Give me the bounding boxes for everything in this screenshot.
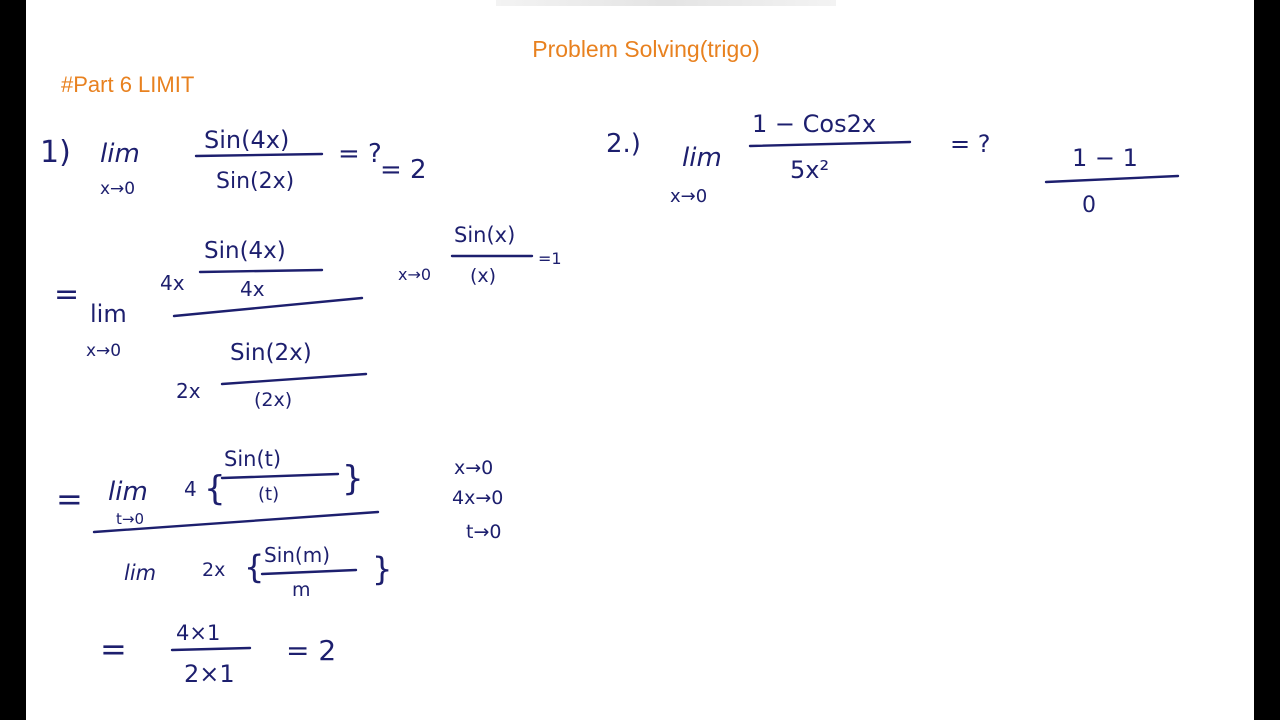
step1-bot-bar xyxy=(222,374,366,384)
step2-bot-coef: 2x xyxy=(202,559,226,581)
note-den: (x) xyxy=(470,265,497,287)
problem1-approach: x→0 xyxy=(100,179,136,199)
subs-line2: 4x→0 xyxy=(452,487,504,509)
problem1-answer-aside: = 2 xyxy=(380,155,427,185)
step1-bot-coef: 2x xyxy=(176,379,201,403)
problem2-approach: x→0 xyxy=(670,186,708,207)
step1-bot-den: (2x) xyxy=(254,389,293,411)
problem2-equals-q: = ? xyxy=(950,130,991,158)
problem2-denominator: 5x² xyxy=(790,156,830,184)
step2-brace-open: { xyxy=(204,469,226,509)
step2-bot-num: Sin(m) xyxy=(264,543,331,567)
slide-title: Problem Solving(trigo) xyxy=(532,36,760,62)
problem1-equals-q: = ? xyxy=(338,139,382,169)
note-eq: =1 xyxy=(538,249,562,268)
step3-den: 2×1 xyxy=(184,660,235,688)
problem1-lim: lim xyxy=(100,139,140,169)
step2-num: Sin(t) xyxy=(224,447,282,471)
step2-approach: t→0 xyxy=(116,510,144,528)
step2-lim: lim xyxy=(108,477,148,507)
step1-top-coef: 4x xyxy=(160,271,185,295)
problem2-side-num: 1 − 1 xyxy=(1072,144,1138,172)
step2-equals: = xyxy=(56,480,83,518)
step1-main-bar xyxy=(174,298,362,316)
subs-line1: x→0 xyxy=(454,457,494,479)
step2-bot-lim: lim xyxy=(124,561,157,585)
step2-bot-brace-close: } xyxy=(372,550,393,588)
step2-den: (t) xyxy=(258,484,280,505)
step3-num: 4×1 xyxy=(176,621,221,645)
step2-bot-den: m xyxy=(292,579,311,601)
part-label: #Part 6 LIMIT xyxy=(61,72,195,97)
step2-bot-brace-open: { xyxy=(244,548,265,586)
step3-bar xyxy=(172,648,250,650)
problem1-number: 1) xyxy=(40,135,71,170)
subs-line3: t→0 xyxy=(466,521,502,543)
note-num: Sin(x) xyxy=(454,223,516,247)
note-approach: x→0 xyxy=(398,265,432,284)
step2-inner-bar xyxy=(222,474,338,478)
step1-top-den: 4x xyxy=(240,277,265,301)
step1-approach: x→0 xyxy=(86,341,122,361)
problem2-fraction-bar xyxy=(750,142,910,146)
problem1-denominator: Sin(2x) xyxy=(216,169,295,194)
problem1-fraction-bar xyxy=(196,154,322,156)
step2-brace-close: } xyxy=(342,459,364,499)
step1-lim: lim xyxy=(90,300,127,328)
handwriting-layer xyxy=(26,0,1254,720)
step1-bot-num: Sin(2x) xyxy=(230,340,312,366)
step2-bot-inner-bar xyxy=(262,570,356,574)
problem1-numerator: Sin(4x) xyxy=(204,126,290,154)
step3-equals: = xyxy=(100,630,127,668)
left-letterbox xyxy=(0,0,26,720)
step1-top-num: Sin(4x) xyxy=(204,238,286,264)
step1-equals: = xyxy=(54,277,80,312)
problem2-number: 2.) xyxy=(606,129,641,159)
step3-result: = 2 xyxy=(286,634,337,667)
problem2-side-den: 0 xyxy=(1082,193,1096,218)
problem2-side-bar xyxy=(1046,176,1178,182)
whiteboard-slide xyxy=(26,0,1254,720)
right-letterbox xyxy=(1254,0,1280,720)
step1-top-bar xyxy=(200,270,322,272)
problem2-lim: lim xyxy=(682,143,722,173)
step2-coef: 4 xyxy=(184,477,197,501)
problem2-numerator: 1 − Cos2x xyxy=(752,110,877,138)
